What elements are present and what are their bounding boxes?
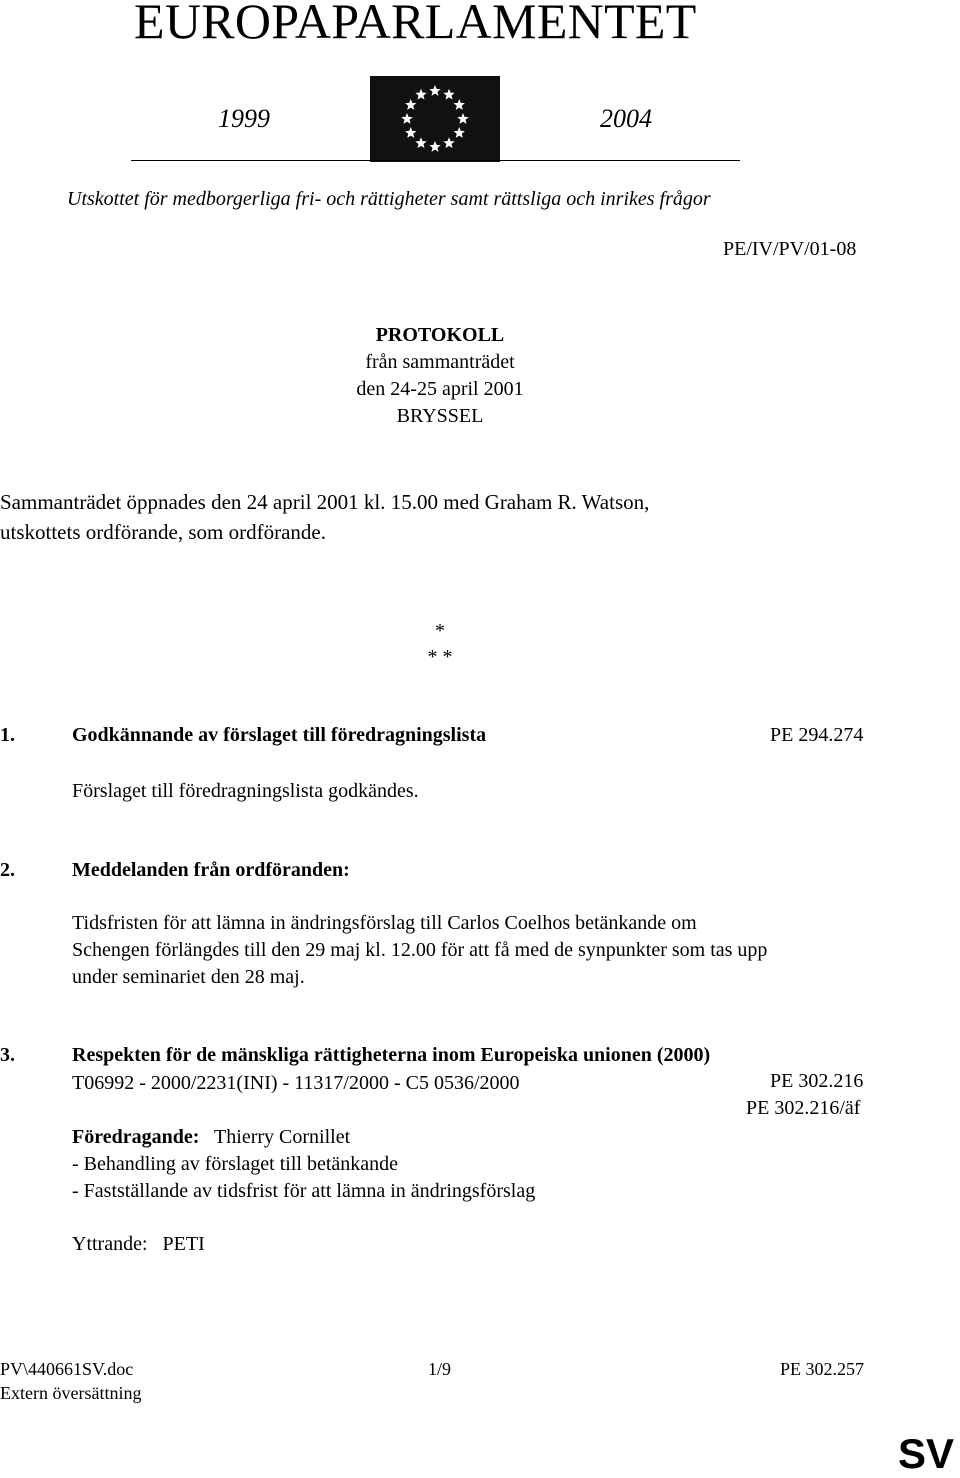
item-3-title: Respekten för de mänskliga rättigheterna inom Europeiska unionen (2000) [72,1044,711,1066]
flag-star [405,127,416,138]
opening-line-1: Sammanträdet öppnades den 24 april 2001 kl. 15.00 med Graham R. Watson, [0,490,650,514]
item-1-number: 1. [0,724,15,746]
flag-star [454,127,465,138]
minutes-title: PROTOKOLL [375,324,505,346]
separator-stars [400,618,480,670]
minutes-date: den 24-25 april 2001 [356,378,524,400]
flag-star [457,113,468,124]
flag-star [401,113,412,124]
item-2-text-line-3: under seminariet den 28 maj. [72,966,305,988]
footer-file: PV\440661SV.doc [0,1359,134,1379]
flag-star [405,99,416,110]
opening-line-2: utskottets ordförande, som ordförande. [0,520,327,544]
language-code: SV [898,1430,955,1477]
item-3-opinion [72,1231,205,1258]
flag-star [429,141,440,152]
term-start-year: 1999 [218,104,270,133]
term-end-year: 2004 [600,104,652,133]
item-2-text [72,910,767,991]
flag-star [415,89,426,100]
item-3-procedure: T06992 - 2000/2231(INI) - 11317/2000 - C5 0536/2000 [72,1072,520,1094]
item-3-number: 3. [0,1044,15,1066]
flag-star [443,89,454,100]
minutes-location: BRYSSEL [396,405,484,427]
minutes-heading [240,322,640,430]
flag-star [443,137,454,148]
item-2-title: Meddelanden från ordföranden: [72,859,350,881]
opinion-value: PETI [162,1233,205,1255]
footer-page: 1/9 [428,1359,452,1379]
eu-flag-logo [370,76,500,162]
separator-line-2: * * [427,646,453,668]
flag-star [454,99,465,110]
document-reference: PE/IV/PV/01-08 [723,238,857,260]
opening-paragraph [0,487,649,547]
item-3-step-1: - Behandling av förslaget till betänkande [72,1153,399,1175]
item-2-number: 2. [0,859,15,881]
item-2-text-line-1: Tidsfristen för att lämna in ändringsförslag till Carlos Coelhos betänkande om [72,912,697,934]
item-3-step-2: - Fastställande av tidsfrist för att lämna in ändringsförslag [72,1180,536,1202]
item-3-reference-1: PE 302.216 [770,1070,864,1092]
item-2-text-line-2: Schengen förlängdes till den 29 maj kl. 12.00 för att få med de synpunkter som tas upp [72,939,768,961]
item-3-rapporteur [72,1124,350,1151]
item-3-reference-2: PE 302.216/äf [746,1097,861,1119]
item-1-reference: PE 294.274 [770,724,864,746]
item-1-text: Förslaget till föredragningslista godkändes. [72,780,419,802]
flag-star [429,85,440,96]
item-1-title: Godkännande av förslaget till föredragningslista [72,724,487,746]
footer-pe-reference: PE 302.257 [780,1359,865,1379]
flag-star [415,137,426,148]
minutes-line-1: från sammanträdet [365,351,515,373]
institution-title: EUROPAPARLAMENTET [134,0,697,49]
rapporteur-label: Föredragande: [72,1126,200,1148]
rapporteur-name: Thierry Cornillet [214,1126,351,1148]
eu-stars-icon [370,76,500,162]
footer-translation: Extern översättning [0,1383,142,1403]
opinion-label: Yttrande: [72,1233,148,1255]
header-rule [131,160,740,161]
committee-name: Utskottet för medborgerliga fri- och rättigheter samt rättsliga och inrikes frågor [67,188,711,210]
separator-line-1: * [435,620,445,642]
